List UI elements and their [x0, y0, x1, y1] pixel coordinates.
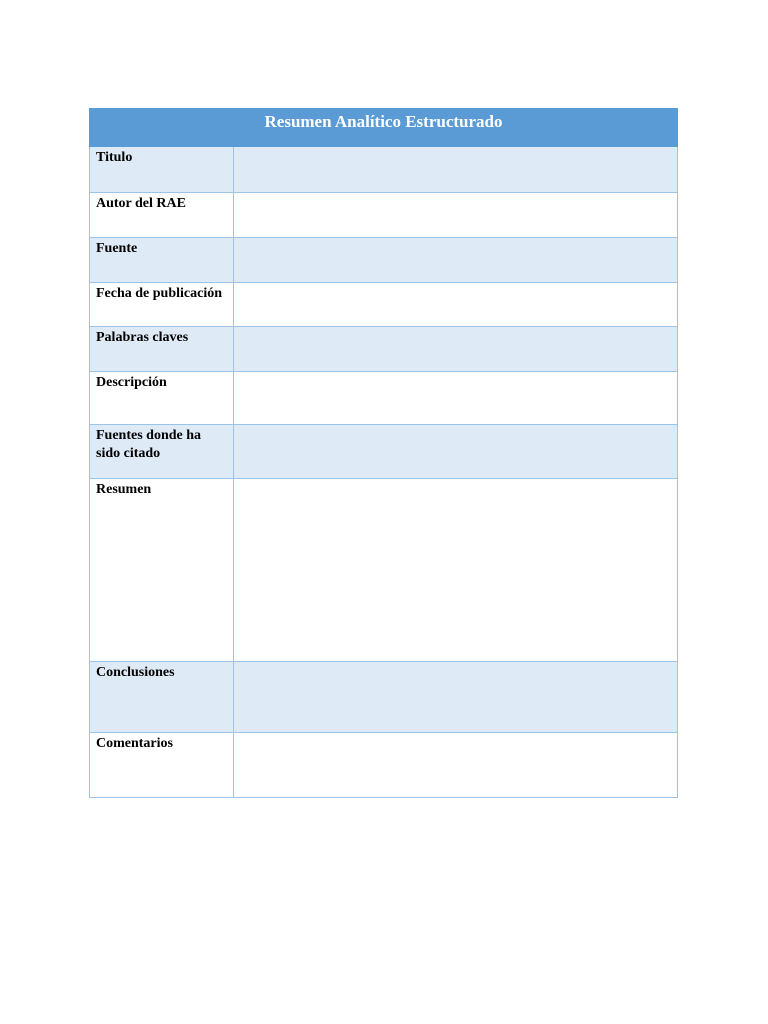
row-value-cell: [234, 283, 678, 327]
table-title: Resumen Analítico Estructurado: [90, 109, 678, 147]
row-label: Resumen: [90, 479, 234, 662]
row-value-cell: [234, 372, 678, 425]
table-row-titulo: [90, 147, 678, 193]
row-label: Titulo: [90, 147, 234, 193]
row-label: Descripción: [90, 372, 234, 425]
row-value-cell: [234, 238, 678, 283]
table-row-fuente: [90, 238, 678, 283]
row-value-cell: [234, 662, 678, 733]
row-value-cell: [234, 479, 678, 662]
table-row-conclusiones: [90, 662, 678, 733]
row-label: Comentarios: [90, 733, 234, 798]
row-value-cell: [234, 425, 678, 479]
table-row-autor: [90, 193, 678, 238]
row-value-cell: [234, 193, 678, 238]
row-label: Fuente: [90, 238, 234, 283]
table-row-descripcion: [90, 372, 678, 425]
row-value-cell: [234, 327, 678, 372]
table-row-fuentes-citado: [90, 425, 678, 479]
row-label: Fecha de publicación: [90, 283, 234, 327]
table-row-palabras: [90, 327, 678, 372]
rae-table: [89, 108, 678, 798]
row-label: Fuentes donde ha sido citado: [90, 425, 234, 479]
row-label: Conclusiones: [90, 662, 234, 733]
table-header-row: [90, 109, 678, 147]
row-value-cell: [234, 147, 678, 193]
table-row-resumen: [90, 479, 678, 662]
table-row-comentarios: [90, 733, 678, 798]
row-label: Palabras claves: [90, 327, 234, 372]
table-row-fecha: [90, 283, 678, 327]
row-value-cell: [234, 733, 678, 798]
row-label: Autor del RAE: [90, 193, 234, 238]
